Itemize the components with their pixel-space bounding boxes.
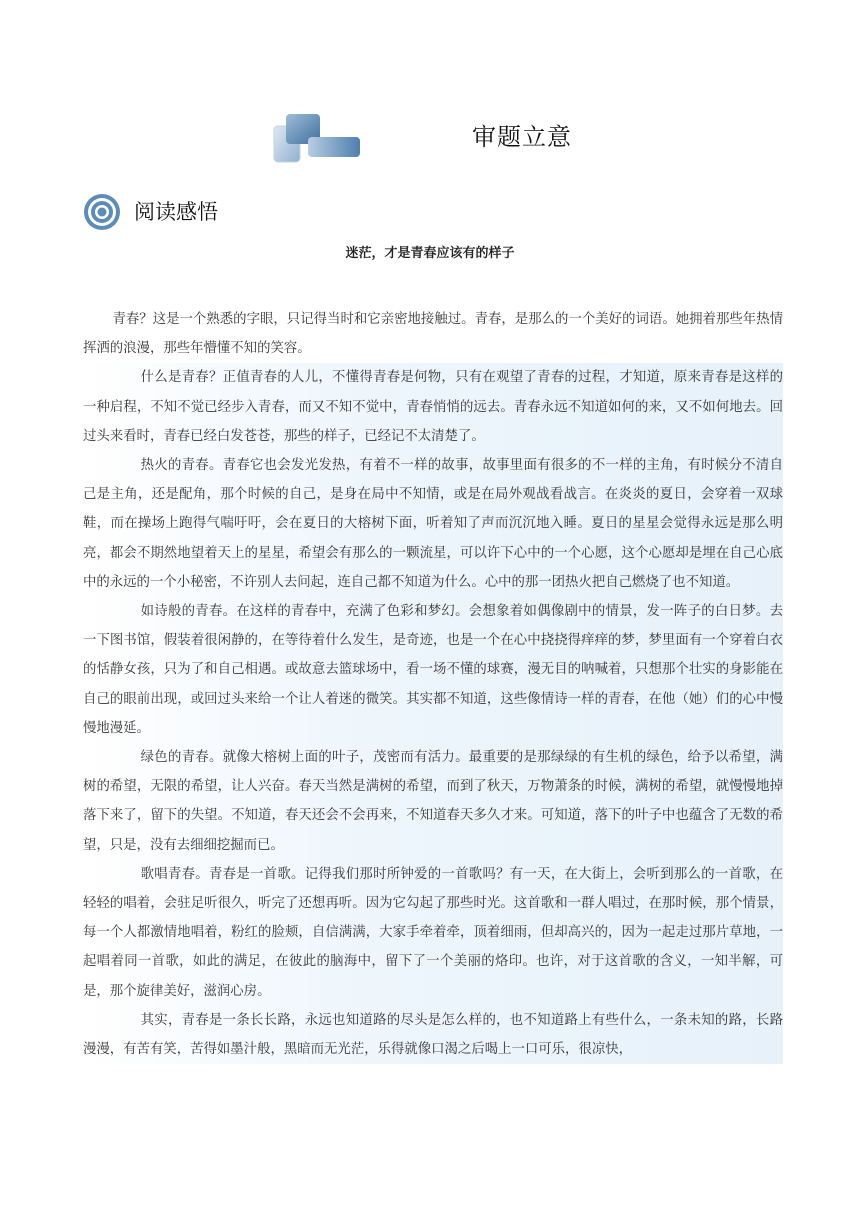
paragraph: 绿色的青春。就像大榕树上面的叶子，茂密而有活力。最重要的是那绿绿的有生机的绿色，给予以希望，满树的希望，无限的希望，让人兴奋。春天当然是满树的希望，而到了秋天，万物萧条的时候，满树的希望，就慢慢地掉落下来了，留下的失望。不知道，春天还会不会再来，不知道春天多久才来。可知道，落下的叶子中也蕴含了无数的希望，只是，没有去细细挖掘而已。: [83, 743, 783, 860]
page-title: 审题立意: [472, 123, 572, 151]
essay-body: [83, 305, 783, 1064]
paragraph: 其实，青春是一条长长路，永远也知道路的尽头是怎么样的，也不知道路上有些什么，一条未知的路，长路漫漫，有苦有笑，苦得如墨汁般，黑暗而无光茫，乐得就像口渴之后喝上一口可乐，很凉快，: [83, 1006, 783, 1064]
paragraph: 青春？这是一个熟悉的字眼，只记得当时和它亲密地接触过。青春，是那么的一个美好的词语。她拥着那些年热情挥洒的浪漫，那些年懵懂不知的笑容。: [83, 312, 783, 357]
target-icon: [83, 193, 121, 231]
section-title: 阅读感悟: [134, 200, 218, 224]
paragraph: 如诗般的青春。在这样的青春中，充满了色彩和梦幻。会想象着如偶像剧中的情景，发一阵子的白日梦。去一下图书馆，假装着很闲静的，在等待着什么发生，是奇迹，也是一个在心中挠挠得痒痒的梦，梦里面有一个穿着白衣的恬静女孩，只为了和自己相遇。或故意去篮球场中，看一场不懂的球赛，漫无目的呐喊着，只想那个壮实的身影能在自己的眼前出现，或回过头来给一个让人着迷的微笑。其实都不知道，这些像情诗一样的青春，在他（她）们的心中慢慢地漫延。: [83, 597, 783, 743]
paragraph: 什么是青春？正值青春的人儿，不懂得青春是何物，只有在观望了青春的过程，才知道，原来青春是这样的一种启程，不知不觉已经步入青春，而又不知不觉中，青春悄悄的远去。青春永远不知道如何的来，又不如何地去。回过头来看时，青春已经白发苍苍，那些的样子，已经记不太清楚了。: [83, 363, 783, 451]
paragraph: 热火的青春。青春它也会发光发热，有着不一样的故事，故事里面有很多的不一样的主角，有时候分不清自己是主角，还是配角，那个时候的自己，是身在局中不知情，或是在局外观战看战言。在炎炎的夏日，会穿着一双球鞋，而在操场上跑得气喘吁吁，会在夏日的大榕树下面，听着知了声而沉沉地入睡。夏日的星星会觉得永远是那么明亮，都会不期然地望着天上的星星，希望会有那么的一颗流星，可以许下心中的一个心愿，这个心愿却是埋在自己心底中的永远的一个小秘密，不许别人去问起，连自己都不知道为什么。心中的那一团热火把自己燃烧了也不知道。: [83, 451, 783, 597]
paragraph: 歌唱青春。青春是一首歌。记得我们那时所钟爱的一首歌吗？有一天，在大街上，会听到那么的一首歌，在轻轻的唱着，会驻足听很久，听完了还想再听。因为它勾起了那些时光。这首歌和一群人唱过，在那时候，那个情景，每一个人都激情地唱着，粉红的脸颊，自信满满，大家手牵着牵，顶着细雨，但却高兴的，因为一起走过那片草地，一起唱着同一首歌，如此的满足，在彼此的脑海中，留下了一个美丽的烙印。也许，对于这首歌的含义，一知半解，可是，那个旋律美好，滋润心房。: [83, 860, 783, 1006]
header-logo-icon: [270, 112, 362, 164]
essay-title: 迷茫，才是青春应该有的样子: [345, 246, 515, 261]
